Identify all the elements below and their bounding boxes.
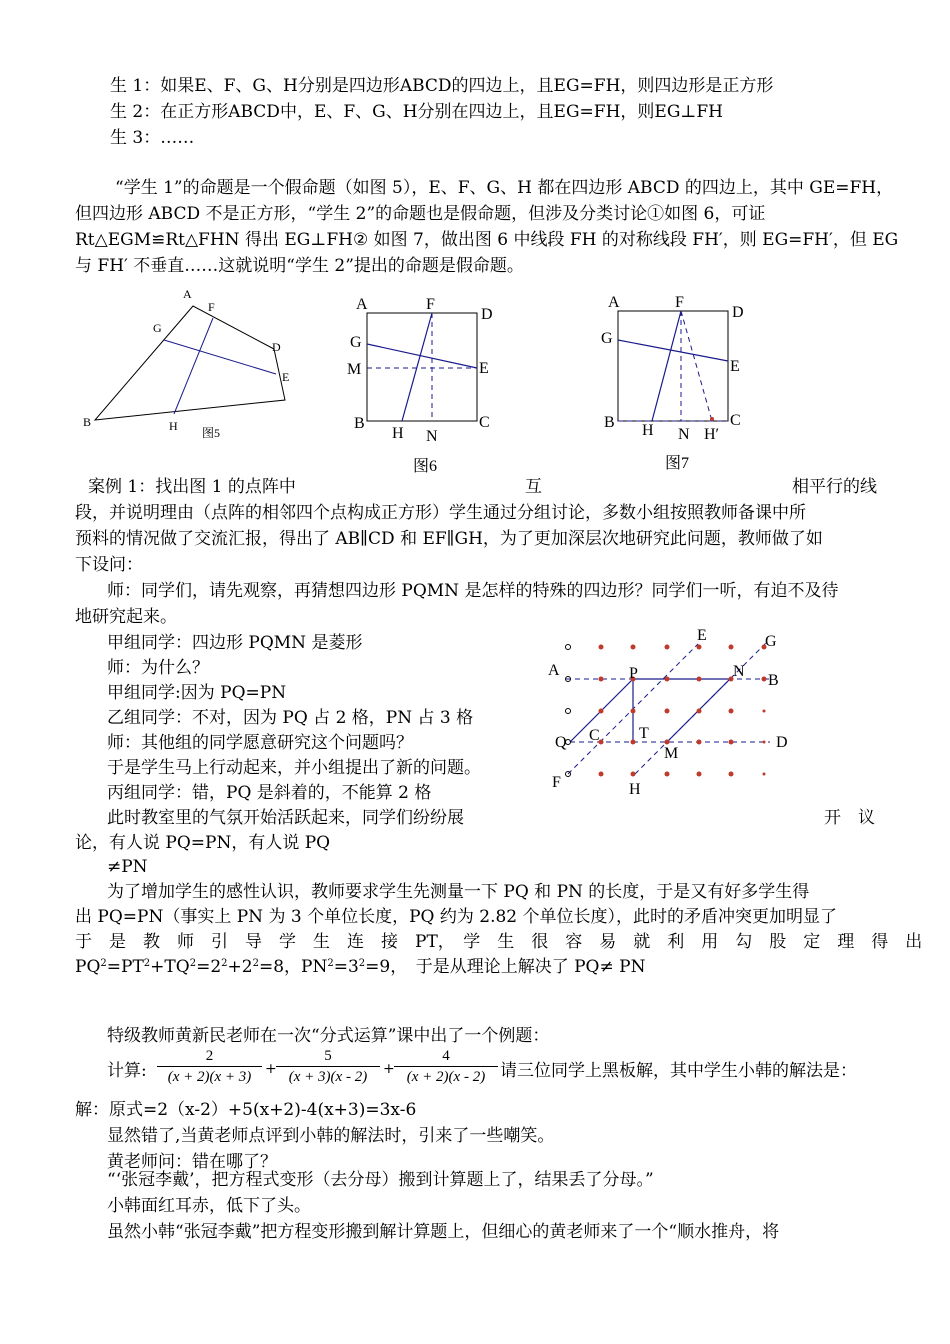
case1-line14b: 开 议: [824, 808, 875, 828]
fig7-label-b: B: [604, 414, 615, 431]
plus-2: +: [383, 1061, 395, 1077]
para3-line6: “‘张冠李戴’，把方程式变形（去分母）搬到计算题上了，结果丢了分母。”: [107, 1170, 654, 1190]
case1-line5: 师：同学们，请先观察，再猜想四边形 PQMN 是怎样的特殊的四边形？同学们一听，有迫不及待: [107, 581, 839, 601]
para3-line7: 小韩面红耳赤，低下了头。: [107, 1196, 311, 1216]
lattice-label-g: G: [765, 633, 777, 650]
case1-line1a: 案例 1：找出图 1 的点阵中: [88, 477, 296, 497]
para3-line4: 显然错了,当黄老师点评到小韩的解法时，引来了一些嘲笑。: [107, 1126, 555, 1146]
case1-line11: 师：其他组的同学愿意研究这个问题吗？: [107, 733, 413, 753]
calc-tail: 请三位同学上黑板解，其中学生小韩的解法是：: [500, 1061, 857, 1081]
para3-line3: 解：原式=2（x-2）+5(x+2)-4(x+3)=3x-6: [75, 1100, 417, 1120]
case1-line7: 甲组同学：四边形 PQMN 是菱形: [107, 633, 363, 653]
fig7-label-c: C: [730, 412, 741, 429]
fig5-label-e: E: [282, 370, 290, 384]
fig7-label-e: E: [730, 358, 740, 375]
lattice-label-q: Q: [555, 734, 567, 751]
fig6-label-a: A: [356, 296, 368, 313]
lattice-label-a: A: [548, 662, 560, 679]
lattice-label-n: N: [733, 663, 745, 680]
fig7-label-d: D: [732, 304, 744, 321]
lattice-label-e: E: [697, 627, 707, 644]
dot-lattice-figure: [540, 620, 800, 800]
fig7-label-h: H: [642, 422, 654, 439]
figure-6: [340, 285, 520, 480]
fraction-1: 2 (x + 2)(x + 3): [157, 1046, 262, 1087]
para3-line1: 特级教师黄新民老师在一次“分式运算”课中出了一个例题：: [107, 1026, 550, 1046]
case1-line8: 师：为什么？: [107, 658, 209, 678]
fig7-label-f: F: [675, 294, 684, 311]
plus-1: +: [265, 1061, 277, 1077]
case1-line15: 论，有人说 PQ=PN，有人说 PQ: [75, 833, 331, 853]
figure-7: [595, 285, 775, 480]
case1-line14a: 此时教室里的气氛开始活跃起来，同学们纷纷展: [107, 808, 464, 828]
lattice-label-t: T: [639, 725, 649, 742]
case1-line3: 预料的情况做了交流汇报，得出了 AB∥CD 和 EF∥GH，为了更加深层次地研究此问题，教师做了如: [75, 529, 823, 549]
fraction-2: 5 (x + 3)(x - 2): [276, 1046, 380, 1087]
lattice-label-b: B: [768, 672, 779, 689]
fig5-label-d: D: [272, 340, 281, 354]
fig5-label-a: A: [183, 287, 192, 301]
calc-label: 计算:: [107, 1061, 147, 1081]
fig5-label-f: F: [208, 300, 215, 314]
fig7-caption: 图7: [665, 455, 690, 472]
case1-line10: 乙组同学：不对，因为 PQ 占 2 格，PN 占 3 格: [107, 708, 474, 728]
student2-line: 生 2：在正方形ABCD中，E、F、G、H分别在四边上，且EG=FH，则EG⊥FH: [110, 102, 724, 122]
para1-line4: 与 FH′ 不垂直……这就说明“学生 2”提出的命题是假命题。: [75, 256, 524, 276]
lattice-label-h: H: [629, 781, 641, 798]
fig6-label-f: F: [426, 296, 435, 313]
para1-line2: 但四边形 ABCD 不是正方形，“学生 2”的命题也是假命题，但涉及分类讨论①如图 6，可证: [75, 204, 766, 224]
fraction-3: 4 (x + 2)(x - 2): [394, 1046, 498, 1087]
fig7-label-g: G: [601, 330, 613, 347]
case1-line18: 出 PQ=PN（事实上 PN 为 3 个单位长度，PQ 约为 2.82 个单位长度），此时的矛盾冲突更加明显了: [75, 907, 838, 927]
fig5-label-b: B: [83, 415, 92, 429]
lattice-label-d: D: [776, 734, 788, 751]
fig6-label-m: M: [347, 361, 362, 378]
fig5-label-h: H: [169, 419, 178, 433]
fig6-label-b: B: [354, 415, 365, 432]
lattice-label-c: C: [589, 727, 600, 744]
para3-line8: 虽然小韩“张冠李戴”把方程变形搬到解计算题上，但细心的黄老师来了一个“顺水推舟，将: [107, 1222, 780, 1242]
student3-line: 生 3：……: [110, 128, 195, 148]
fig6-label-d: D: [481, 306, 493, 323]
fig5-caption: 图5: [202, 426, 221, 440]
student1-line: 生 1：如果E、F、G、H分别是四边形ABCD的四边上，且EG=FH，则四边形是正方形: [110, 76, 774, 96]
fig5-label-g: G: [153, 321, 162, 335]
fig7-label-hprime: H′: [704, 426, 720, 443]
lattice-label-p: P: [629, 665, 638, 682]
case1-line9: 甲组同学:因为 PQ=PN: [107, 683, 287, 703]
case1-line17: 为了增加学生的感性认识，教师要求学生先测量一下 PQ 和 PN 的长度，于是又有好多学生得: [107, 882, 810, 902]
para3-line5: 黄老师问：错在哪了？: [107, 1152, 277, 1172]
fig6-label-e: E: [479, 360, 489, 377]
fig7-label-a: A: [608, 294, 620, 311]
fig7-label-n: N: [678, 426, 690, 443]
case1-line1b: 互: [525, 477, 542, 497]
case1-line6: 地研究起来。: [75, 607, 177, 627]
para1-line1: “学生 1”的命题是一个假命题（如图 5），E、F、G、H 都在四边形 ABCD 的四边上，其中 GE=FH，: [115, 178, 894, 198]
case1-line1c: 相平行的线: [792, 477, 877, 497]
para1-line3: Rt△EGM≌Rt△FHN 得出 EG⊥FH② 如图 7，做出图 6 中线段 FH 的对称线段 FH′，则 EG=FH′，但 EG: [75, 230, 899, 250]
fig6-label-g: G: [350, 334, 362, 351]
case1-line19: 于 是 教 师 引 导 学 生 连 接 PT， 学 生 很 容 易 就 利 用 勾 股 定 理 得 出: [75, 932, 923, 952]
fig6-label-c: C: [479, 414, 490, 431]
case1-line16: ≠PN: [107, 857, 148, 877]
case1-line4: 下设问：: [75, 555, 143, 575]
figure-5: [75, 280, 315, 450]
fig6-caption: 图6: [413, 458, 438, 475]
case1-line2: 段，并说明理由（点阵的相邻四个点构成正方形）学生通过分组讨论，多数小组按照教师备课中所: [75, 503, 806, 523]
case1-line12: 于是学生马上行动起来，并小组提出了新的问题。: [107, 758, 481, 778]
lattice-label-f: F: [552, 774, 561, 791]
lattice-label-m: M: [664, 745, 679, 762]
case1-line13: 丙组同学：错，PQ 是斜着的，不能算 2 格: [107, 783, 432, 803]
case1-line20: $PQ^2=PT^2+TQ^2=2^2+2^2=8$，$PN^2=3^2=9$， 于是从理论上解决了 PQ≠ PN: [75, 957, 646, 977]
fig6-label-h: H: [392, 425, 404, 442]
fig6-label-n: N: [426, 428, 438, 445]
